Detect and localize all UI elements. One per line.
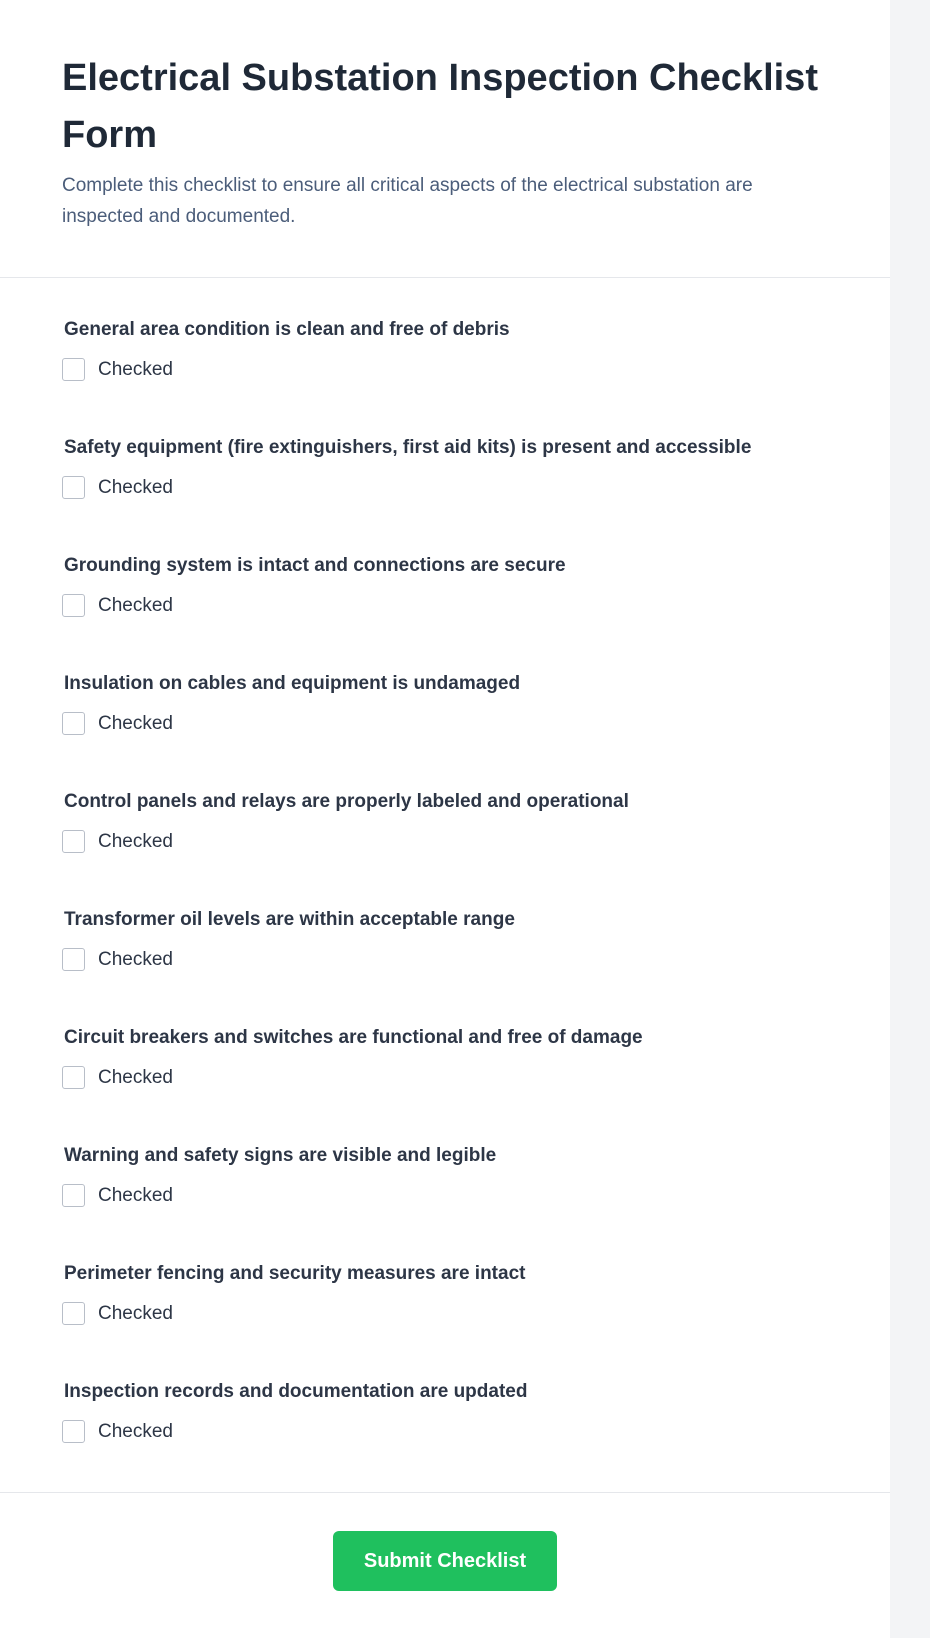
checkbox[interactable] xyxy=(62,712,85,735)
checkbox-label[interactable]: Checked xyxy=(98,358,173,380)
checklist-item xyxy=(62,1024,828,1142)
checkbox-label[interactable]: Checked xyxy=(98,830,173,852)
checkbox-label[interactable]: Checked xyxy=(98,712,173,734)
checkbox[interactable] xyxy=(62,948,85,971)
checklist-item-checkbox-row[interactable] xyxy=(62,1066,828,1089)
checkbox-label[interactable]: Checked xyxy=(98,1184,173,1206)
checklist-item xyxy=(62,1260,828,1378)
checklist-item-label: Transformer oil levels are within acceptable range xyxy=(64,909,515,930)
checklist-item xyxy=(62,552,828,670)
checklist-item-label: Perimeter fencing and security measures are intact xyxy=(64,1263,526,1284)
checkbox[interactable] xyxy=(62,594,85,617)
checkbox[interactable] xyxy=(62,1420,85,1443)
checkbox[interactable] xyxy=(62,358,85,381)
checklist-item-label: Warning and safety signs are visible and legible xyxy=(64,1145,497,1166)
checklist-item-checkbox-row[interactable] xyxy=(62,948,828,971)
checklist-item-label: Insulation on cables and equipment is undamaged xyxy=(64,673,521,694)
form-header xyxy=(0,0,890,278)
checklist-item-label: Control panels and relays are properly labeled and operational xyxy=(64,791,629,812)
checklist-item xyxy=(62,1378,828,1496)
checklist-item xyxy=(62,434,828,552)
checklist-item-checkbox-row[interactable] xyxy=(62,830,828,853)
checklist-item xyxy=(62,788,828,906)
page-title: Electrical Substation Inspection Checklist Form xyxy=(62,57,818,156)
checklist-items xyxy=(0,278,890,1493)
checklist-item-checkbox-row[interactable] xyxy=(62,594,828,617)
checklist-item-checkbox-row[interactable] xyxy=(62,1184,828,1207)
checkbox[interactable] xyxy=(62,1184,85,1207)
checkbox-label[interactable]: Checked xyxy=(98,1066,173,1088)
checkbox[interactable] xyxy=(62,1066,85,1089)
checkbox[interactable] xyxy=(62,830,85,853)
checkbox-label[interactable]: Checked xyxy=(98,1302,173,1324)
checklist-item-label: Safety equipment (fire extinguishers, first aid kits) is present and accessible xyxy=(64,437,752,458)
checklist-item xyxy=(62,316,828,434)
checklist-item-label: General area condition is clean and free of debris xyxy=(64,319,510,340)
checklist-item-label: Grounding system is intact and connections are secure xyxy=(64,555,566,576)
checklist-item xyxy=(62,670,828,788)
submit-checklist-button[interactable]: Submit Checklist xyxy=(333,1531,557,1591)
form-footer xyxy=(0,1493,890,1591)
checkbox-label[interactable]: Checked xyxy=(98,476,173,498)
checkbox-label[interactable]: Checked xyxy=(98,948,173,970)
checklist-item-checkbox-row[interactable] xyxy=(62,1420,828,1443)
checklist-item xyxy=(62,1142,828,1260)
checkbox[interactable] xyxy=(62,476,85,499)
checklist-item-checkbox-row[interactable] xyxy=(62,712,828,735)
checklist-item xyxy=(62,906,828,1024)
checklist-item-label: Inspection records and documentation are updated xyxy=(64,1381,528,1402)
checklist-item-label: Circuit breakers and switches are functional and free of damage xyxy=(64,1027,643,1048)
form-description: Complete this checklist to ensure all critical aspects of the electrical substation are inspected and documented. xyxy=(62,175,753,227)
checkbox[interactable] xyxy=(62,1302,85,1325)
checkbox-label[interactable]: Checked xyxy=(98,1420,173,1442)
checklist-item-checkbox-row[interactable] xyxy=(62,476,828,499)
checkbox-label[interactable]: Checked xyxy=(98,594,173,616)
checklist-item-checkbox-row[interactable] xyxy=(62,1302,828,1325)
checklist-item-checkbox-row[interactable] xyxy=(62,358,828,381)
